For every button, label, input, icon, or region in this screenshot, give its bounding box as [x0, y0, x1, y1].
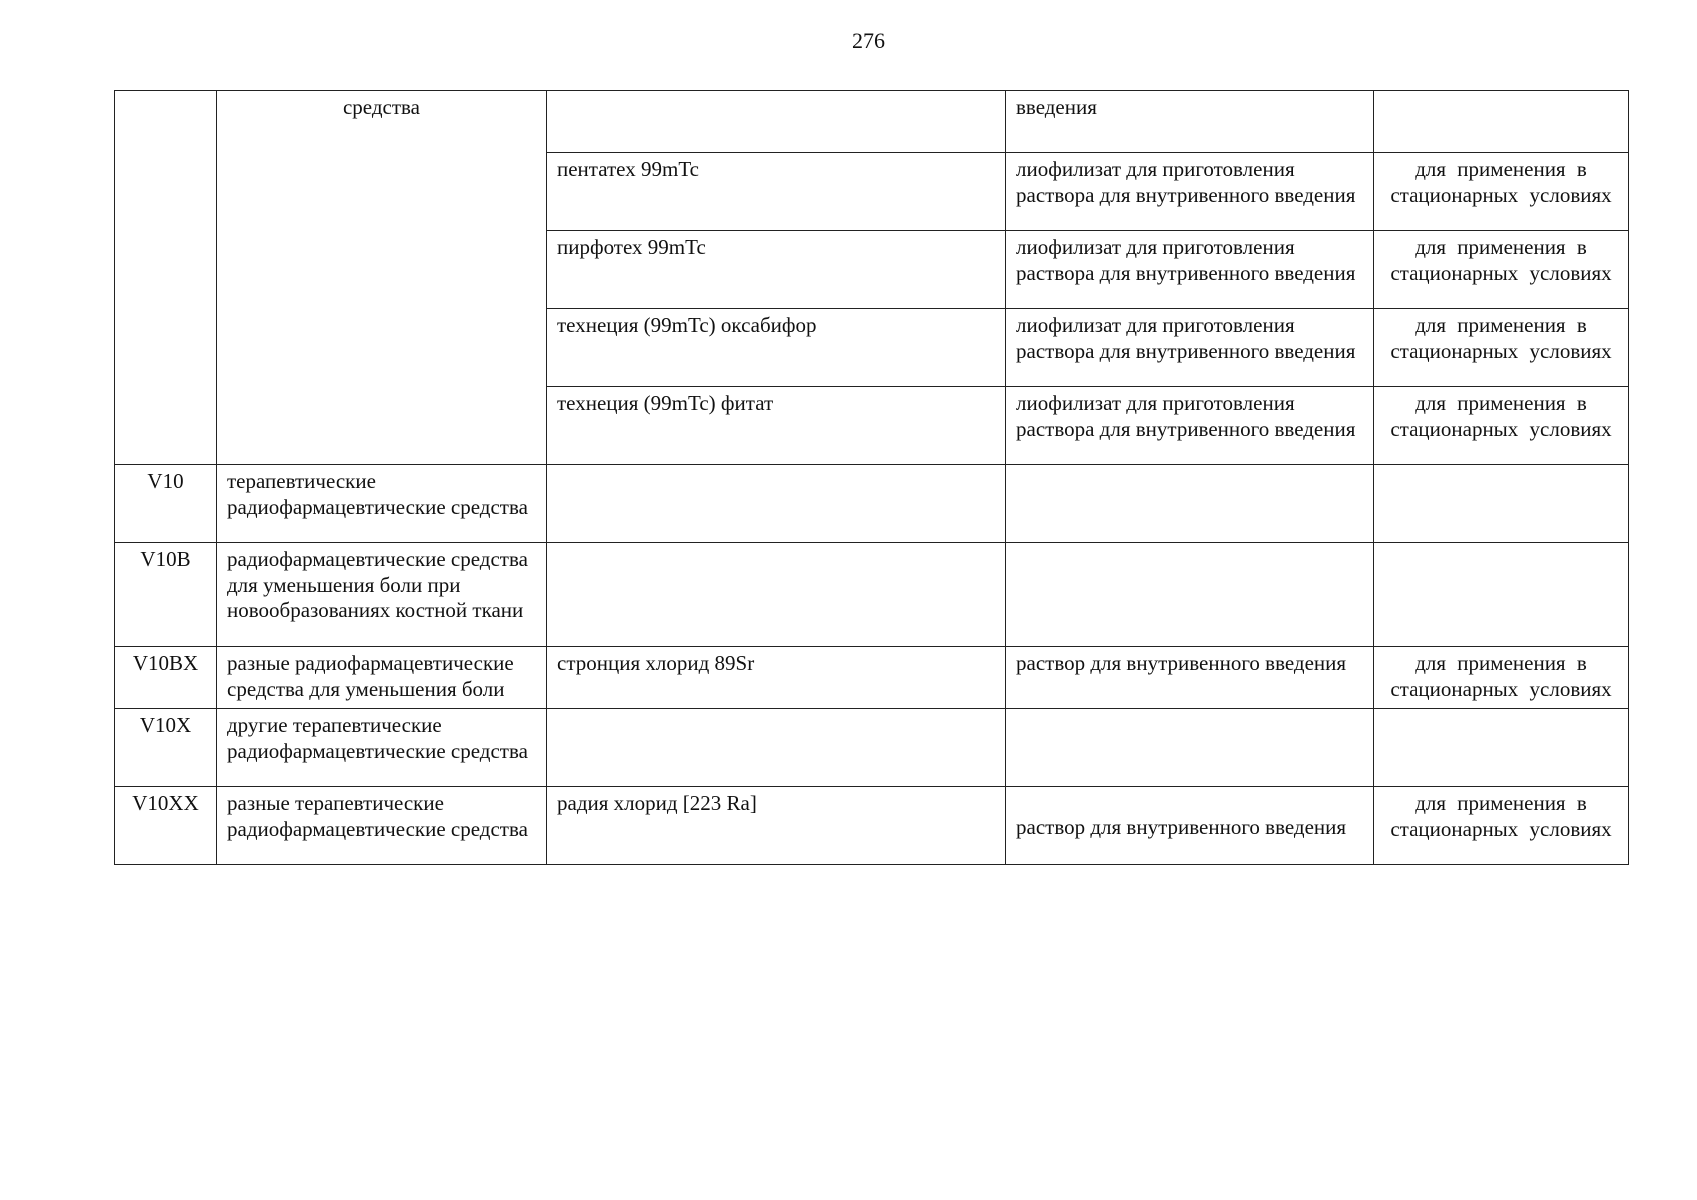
drug-cell: радия хлорид [223 Ra]: [547, 787, 1006, 865]
drug-cell: [547, 543, 1006, 647]
table-row: [115, 91, 1629, 153]
form-cell: введения: [1006, 91, 1374, 153]
table-row: [115, 709, 1629, 787]
use-cell: для применения в стационарных условиях: [1374, 309, 1629, 387]
form-cell: лиофилизат для приготовления раствора для внутривенного введения: [1006, 387, 1374, 465]
drug-cell: стронция хлорид 89Sr: [547, 647, 1006, 709]
form-cell: раствор для внутривенного введения: [1006, 787, 1374, 865]
table-row: [115, 787, 1629, 865]
form-cell: [1006, 543, 1374, 647]
use-cell: [1374, 91, 1629, 153]
drug-cell: технеция (99mTc) фитат: [547, 387, 1006, 465]
table-row: [115, 647, 1629, 709]
code-cell: V10: [115, 465, 217, 543]
use-cell: для применения в стационарных условиях: [1374, 153, 1629, 231]
use-cell: [1374, 543, 1629, 647]
page-number: 276: [852, 28, 885, 53]
use-cell: [1374, 465, 1629, 543]
form-cell: лиофилизат для приготовления раствора для внутривенного введения: [1006, 309, 1374, 387]
drug-cell: пирфотех 99mTc: [547, 231, 1006, 309]
use-cell: [1374, 709, 1629, 787]
form-cell: лиофилизат для приготовления раствора для внутривенного введения: [1006, 231, 1374, 309]
table-row: [115, 543, 1629, 647]
drug-cell: технеция (99mTc) оксабифор: [547, 309, 1006, 387]
group-name-cell: средства: [217, 91, 547, 465]
code-cell: V10BX: [115, 647, 217, 709]
code-cell: [115, 91, 217, 465]
code-cell: V10B: [115, 543, 217, 647]
form-cell: [1006, 465, 1374, 543]
drug-cell: [547, 91, 1006, 153]
use-cell: для применения в стационарных условиях: [1374, 647, 1629, 709]
drug-cell: пентатех 99mTc: [547, 153, 1006, 231]
drug-cell: [547, 709, 1006, 787]
group-name-cell: другие терапевтические радиофармацевтические средства: [217, 709, 547, 787]
form-cell: лиофилизат для приготовления раствора для внутривенного введения: [1006, 153, 1374, 231]
group-name-cell: разные радиофармацевтические средства для уменьшения боли: [217, 647, 547, 709]
form-cell: раствор для внутривенного введения: [1006, 647, 1374, 709]
drug-cell: [547, 465, 1006, 543]
group-name-cell: терапевтические радиофармацевтические средства: [217, 465, 547, 543]
table-row: [115, 465, 1629, 543]
group-name-cell: радиофармацевтические средства для уменьшения боли при новообразованиях костной ткани: [217, 543, 547, 647]
use-cell: для применения в стационарных условиях: [1374, 787, 1629, 865]
code-cell: V10XX: [115, 787, 217, 865]
use-cell: для применения в стационарных условиях: [1374, 387, 1629, 465]
use-cell: для применения в стационарных условиях: [1374, 231, 1629, 309]
code-cell: V10X: [115, 709, 217, 787]
group-name-cell: разные терапевтические радиофармацевтические средства: [217, 787, 547, 865]
drug-table: [114, 90, 1629, 865]
form-cell: [1006, 709, 1374, 787]
